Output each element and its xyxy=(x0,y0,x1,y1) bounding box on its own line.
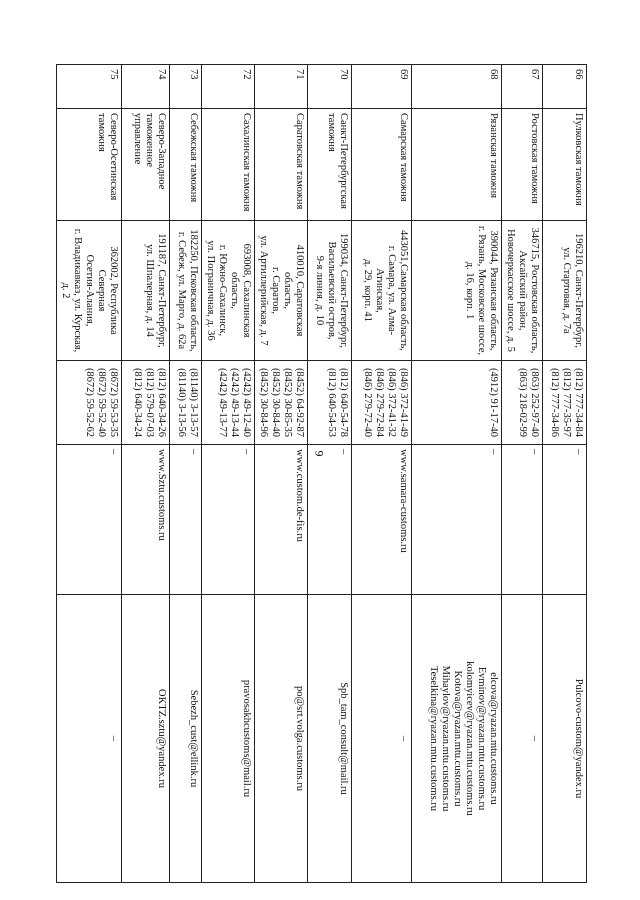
office-address-line: 346715, Ростовская область, xyxy=(529,227,540,354)
office-emails-line: kolomyicev@ryazan.mtu.customs.ru xyxy=(464,661,475,816)
office-emails xyxy=(308,595,352,883)
office-emails xyxy=(202,595,255,883)
office-emails xyxy=(412,595,502,883)
office-website-line: – xyxy=(108,449,119,455)
row-number-line: 66 xyxy=(573,69,584,80)
office-name-line: Саратовская таможня xyxy=(294,113,305,210)
customs-offices-table xyxy=(56,64,587,883)
office-emails-line: Spb_tam_consult@mail.ru xyxy=(338,682,349,795)
table-row xyxy=(502,65,543,883)
office-address-line: 9-я линия, д. 10 xyxy=(314,255,325,326)
office-phones-line: (81140) 3-13-56 xyxy=(176,368,187,437)
office-phones-line: (812) 777-35-97 xyxy=(561,367,572,438)
office-phones-line: (8452) 30-85-35 xyxy=(282,367,293,438)
office-address-line: Осетия-Алания, xyxy=(84,254,95,327)
office-emails-line: – xyxy=(398,735,409,742)
office-website xyxy=(122,445,170,595)
row-number-line: 70 xyxy=(338,69,349,80)
office-phones-line: (846) 279-72-40 xyxy=(362,367,373,438)
office-emails-line: pravosakhcustoms@mail.ru xyxy=(241,679,252,798)
row-number-line: 72 xyxy=(241,69,252,80)
row-number xyxy=(308,65,352,109)
office-address-line: ул. Стартовая, д. 7а xyxy=(561,247,572,334)
office-emails-line: Kotova@ryazan.mtu.customs.ru xyxy=(452,670,463,807)
office-address-line: Новочеркасское шоссе, д. 5 xyxy=(505,229,516,352)
office-address-line: ул. Артиллерийская, д. 7 xyxy=(258,235,269,346)
office-phones-line: (8672) 59-52-40 xyxy=(96,367,107,438)
office-address-line: 182250, Псковская область, xyxy=(188,229,199,352)
office-address-line: 410010, Саратовская область, xyxy=(282,244,305,337)
row-number xyxy=(412,65,502,109)
office-address-line: д. 2 xyxy=(60,282,71,299)
office-emails-line: Sebezh_cust@ellink.ru xyxy=(188,689,199,788)
office-phones-line: (863) 252-97-40 xyxy=(529,367,540,438)
office-phones-line: (812) 777-34-84 xyxy=(573,367,584,438)
office-address xyxy=(412,221,502,361)
office-address-line: 191187, Санкт-Петербург, xyxy=(156,233,167,348)
page-number: 9 xyxy=(312,450,327,457)
office-name xyxy=(202,109,255,221)
office-phones xyxy=(57,361,122,445)
office-phones xyxy=(412,361,502,445)
office-phones-line: (8452) 64-92-87 xyxy=(294,367,305,438)
office-emails xyxy=(543,595,587,883)
table-row xyxy=(543,65,587,883)
office-phones-line: (4912) 91-17-40 xyxy=(488,367,499,438)
office-website-line: www.Sztu.customs.ru xyxy=(156,449,167,541)
row-number-line: 74 xyxy=(156,69,167,80)
office-emails xyxy=(352,595,412,883)
office-name xyxy=(122,109,170,221)
office-emails xyxy=(170,595,202,883)
office-address-line: г. Рязань, Московское шоссе, xyxy=(476,225,487,356)
office-address-line: г. Себеж, ул. Марго, д. 62а xyxy=(176,231,187,350)
office-address-line: Аксайский район, xyxy=(517,250,528,331)
office-address-line: ул. Пограничная, д. 36 xyxy=(205,240,216,341)
office-website xyxy=(202,445,255,595)
row-number-line: 73 xyxy=(188,69,199,80)
office-address-line: Васильевский остров, xyxy=(326,241,337,340)
table-row xyxy=(170,65,202,883)
table-row xyxy=(412,65,502,883)
row-number xyxy=(170,65,202,109)
office-website-line: – xyxy=(241,449,252,455)
office-website-line: – xyxy=(338,449,349,455)
office-address-line: 390044, Рязанская область, xyxy=(488,230,499,351)
row-number-line: 68 xyxy=(488,69,499,80)
office-emails-line: po@srt.volga.customs.ru xyxy=(294,685,305,792)
customs-offices-table-wrapper xyxy=(52,64,587,882)
office-address xyxy=(308,221,352,361)
office-emails-line: elcova@ryazan.mtu.customs.ru xyxy=(488,672,499,805)
office-name-line: Самарская таможня xyxy=(398,113,409,202)
office-name-line: Северо-Осетинская xyxy=(108,113,119,201)
table-row xyxy=(122,65,170,883)
office-website xyxy=(543,445,587,595)
office-name xyxy=(502,109,543,221)
office-address xyxy=(502,221,543,361)
row-number xyxy=(202,65,255,109)
office-address xyxy=(543,221,587,361)
office-phones-line: (4242) 49-13-77 xyxy=(217,367,228,438)
office-website-line: – xyxy=(188,449,199,455)
office-name-line: таможня xyxy=(96,113,107,152)
office-phones xyxy=(122,361,170,445)
office-emails-line: – xyxy=(529,735,540,742)
office-name xyxy=(412,109,502,221)
office-emails-line: Evminov@ryazan.mtu.customs.ru xyxy=(476,666,487,811)
office-website xyxy=(412,445,502,595)
office-address xyxy=(122,221,170,361)
office-name xyxy=(308,109,352,221)
row-number xyxy=(122,65,170,109)
office-phones-line: (863) 218-02-99 xyxy=(517,367,528,438)
office-website xyxy=(352,445,412,595)
office-emails-line: OKTZ.sztu@yandex.ru xyxy=(156,689,167,788)
row-number-line: 75 xyxy=(108,69,119,80)
office-address xyxy=(202,221,255,361)
table-row xyxy=(308,65,352,883)
row-number xyxy=(255,65,308,109)
office-address-line: г. Саратов, xyxy=(270,267,281,314)
row-number-line: 67 xyxy=(529,69,540,80)
office-phones-line: (846) 372-41-32 xyxy=(386,367,397,438)
office-name xyxy=(352,109,412,221)
office-phones xyxy=(202,361,255,445)
office-name-line: Санкт-Петербургская xyxy=(338,113,349,209)
table-row xyxy=(352,65,412,883)
office-phones-line: (812) 640-34-24 xyxy=(132,367,143,438)
office-phones-line: (846) 372-41-49 xyxy=(398,367,409,438)
office-emails-line: Teselkina@ryazan.mtu.customs.ru xyxy=(428,665,439,812)
office-name-line: таможня xyxy=(326,113,337,152)
office-website-line: – xyxy=(529,449,540,455)
office-phones-line: (8672) 59-53-35 xyxy=(108,367,119,438)
row-number-line: 71 xyxy=(294,69,305,80)
office-name xyxy=(255,109,308,221)
office-phones-line: (4242) 49-12-40 xyxy=(241,367,252,438)
office-name-line: Рязанская таможня xyxy=(488,113,499,199)
office-website-line: www.custom.de-fis.ru xyxy=(294,449,305,542)
office-address-line: д. 29, корп. 41 xyxy=(362,259,373,322)
office-phones-line: (8452) 30-84-40 xyxy=(270,367,281,438)
office-phones-line: (8452) 30-84-96 xyxy=(258,367,269,438)
office-phones-line: (812) 640-54-78 xyxy=(338,367,349,438)
office-address xyxy=(170,221,202,361)
office-phones-line: (81140) 3-13-57 xyxy=(188,368,199,437)
office-phones-line: (812) 777-34-86 xyxy=(549,367,560,438)
office-address-line: 196210, Санкт-Петербург, xyxy=(573,232,584,348)
office-address xyxy=(57,221,122,361)
office-address-line: г. Самара, ул. Алма-Атинская, xyxy=(374,245,397,336)
office-address-line: г. Южно-Сахалинск, xyxy=(217,244,228,337)
office-emails xyxy=(255,595,308,883)
office-address-line: 199034, Санкт-Петербург, xyxy=(338,232,349,348)
office-address xyxy=(255,221,308,361)
office-website xyxy=(308,445,352,595)
office-website xyxy=(170,445,202,595)
office-phones xyxy=(543,361,587,445)
office-address-line: 362002, Республика Северная xyxy=(96,246,119,335)
office-name-line: Северо-Западное xyxy=(156,113,167,190)
office-name-line: Пулковская таможня xyxy=(573,113,584,206)
office-website-line: www.samara-customs.ru xyxy=(398,449,409,553)
office-address-line: ул. Шпалерная, д. 14 xyxy=(144,244,155,337)
office-emails xyxy=(502,595,543,883)
office-phones xyxy=(170,361,202,445)
office-phones-line: (4242) 49-13-44 xyxy=(229,367,240,438)
office-name-line: Себежская таможня xyxy=(188,113,199,203)
office-emails-line: Mihaylov@ryazan.mtu.customs.ru xyxy=(440,665,451,812)
row-number xyxy=(543,65,587,109)
office-phones xyxy=(502,361,543,445)
office-address-line: 693008, Сахалинская область, xyxy=(229,243,252,338)
table-row xyxy=(255,65,308,883)
office-phones-line: (8672) 59-52-62 xyxy=(84,367,95,438)
office-website xyxy=(255,445,308,595)
office-emails xyxy=(122,595,170,883)
row-number xyxy=(57,65,122,109)
office-website xyxy=(502,445,543,595)
table-body xyxy=(57,65,587,883)
office-address-line: д. 16, корп. 1 xyxy=(464,261,475,320)
office-name-line: таможенное управление xyxy=(132,113,155,168)
office-address-line: 443051,Самарская область, xyxy=(398,230,409,351)
table-row xyxy=(202,65,255,883)
office-address-line: г. Владикавказ, ул. Курская, xyxy=(72,228,83,353)
table-row xyxy=(57,65,122,883)
office-address xyxy=(352,221,412,361)
office-name xyxy=(170,109,202,221)
row-number xyxy=(352,65,412,109)
office-phones xyxy=(352,361,412,445)
office-phones-line: (812) 640-34-26 xyxy=(156,367,167,438)
office-phones xyxy=(308,361,352,445)
office-emails-line: Pulcovo-custom@yandex.ru xyxy=(573,678,584,799)
office-website-line: – xyxy=(488,449,499,455)
office-name-line: Сахалинская таможня xyxy=(241,113,252,212)
office-phones-line: (846) 279-72-84 xyxy=(374,367,385,438)
office-website xyxy=(57,445,122,595)
office-phones-line: (812) 640-54-53 xyxy=(326,367,337,438)
office-emails xyxy=(57,595,122,883)
office-phones xyxy=(255,361,308,445)
office-emails-line: – xyxy=(108,735,119,742)
office-name xyxy=(543,109,587,221)
office-phones-line: (812) 579-07-03 xyxy=(144,367,155,438)
office-website-line: – xyxy=(573,449,584,455)
row-number-line: 69 xyxy=(398,69,409,80)
row-number xyxy=(502,65,543,109)
office-name-line: Ростовская таможня xyxy=(529,113,540,204)
office-name xyxy=(57,109,122,221)
